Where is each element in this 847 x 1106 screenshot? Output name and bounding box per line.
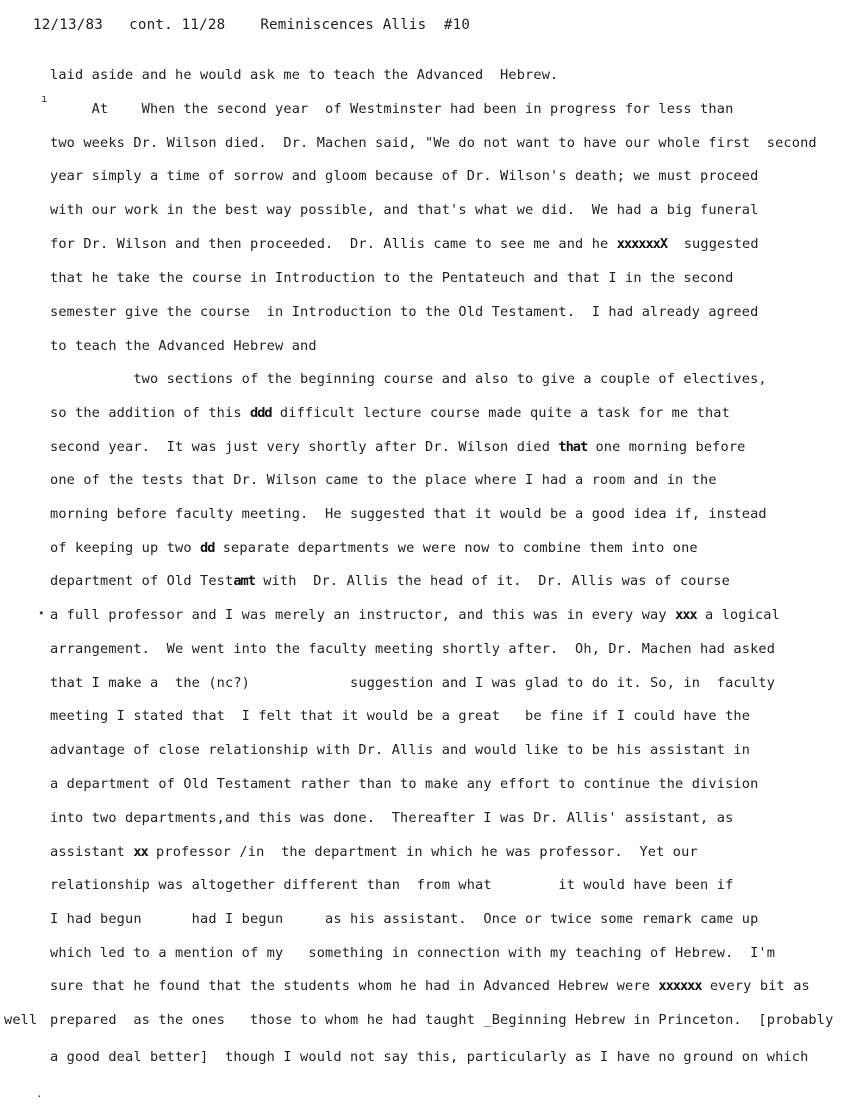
text-line-24-a: assistant bbox=[50, 844, 134, 860]
text-line-15-a: of keeping up two bbox=[50, 540, 201, 556]
text-line-29: prepared as the ones those to whom he had taught _Beginning Hebrew in Princeton. [probably bbox=[50, 1012, 834, 1028]
struck-out-text: amt bbox=[233, 573, 255, 589]
text-line-16-a: department of Old Test bbox=[50, 573, 234, 589]
text-line-25: relationship was altogether different than from what it would have been if bbox=[50, 877, 734, 893]
text-line-6-a: for Dr. Wilson and then proceeded. Dr. Allis came to see me and he bbox=[50, 236, 617, 252]
text-line-19: that I make a the (nc?) suggestion and I was glad to do it. So, in faculty bbox=[50, 675, 776, 691]
text-line-15-b: separate departments we were now to combine them into one bbox=[214, 540, 698, 556]
struck-out-text: xxx bbox=[675, 607, 697, 623]
struck-out-text: dd bbox=[200, 540, 215, 556]
text-line-3: two weeks Dr. Wilson died. Dr. Machen said, "We do not want to have our whole first second bbox=[50, 135, 817, 151]
struck-out-text: xxxxxxX bbox=[616, 236, 668, 252]
margin-mark: • bbox=[38, 607, 45, 620]
margin-mark: ı bbox=[41, 92, 48, 105]
margin-note: well bbox=[4, 1012, 38, 1028]
text-line-8: semester give the course in Introduction to the Old Testament. I had already agreed bbox=[50, 304, 759, 320]
scan-speck: · bbox=[36, 1090, 43, 1103]
text-line-5: with our work in the best way possible, and that's what we did. We had a big funeral bbox=[50, 202, 759, 218]
text-line-24-c: /in the department in which he was professor. Yet our bbox=[239, 844, 698, 860]
text-line-17 bbox=[50, 607, 780, 623]
struck-out-text: xxxxxx bbox=[658, 978, 702, 994]
text-line-11-b: difficult lecture course made quite a task for me that bbox=[271, 405, 730, 421]
header-date: 12/13/83 bbox=[33, 17, 103, 33]
text-line-16 bbox=[50, 573, 730, 589]
text-line-1: laid aside and he would ask me to teach the Advanced Hebrew. bbox=[50, 67, 559, 83]
text-line-26: I had begun had I begun as his assistant. Once or twice some remark came up bbox=[50, 911, 759, 927]
text-line-28-b: every bit as bbox=[701, 978, 810, 994]
struck-out-text: ddd bbox=[250, 405, 272, 421]
text-line-30: a good deal better] though I would not say this, particularly as I have no ground on which bbox=[50, 1049, 809, 1065]
text-line-11 bbox=[50, 405, 730, 421]
text-line-10: two sections of the beginning course and also to give a couple of electives, bbox=[50, 371, 767, 387]
header-number: #10 bbox=[443, 17, 471, 33]
text-line-12 bbox=[50, 439, 746, 455]
page-header bbox=[33, 17, 470, 33]
text-line-18: arrangement. We went into the faculty meeting shortly after. Oh, Dr. Machen had asked bbox=[50, 641, 776, 657]
text-line-13: one of the tests that Dr. Wilson came to the place where I had a room and in the bbox=[50, 472, 717, 488]
header-title: Reminiscences Allis bbox=[260, 17, 427, 33]
text-line-6 bbox=[50, 236, 759, 252]
text-line-21: advantage of close relationship with Dr. Allis and would like to be his assistant in bbox=[50, 742, 751, 758]
struck-out-text: that bbox=[558, 439, 588, 455]
text-line-16-b: with Dr. Allis the head of it. Dr. Allis was of course bbox=[254, 573, 730, 589]
text-line-14: morning before faculty meeting. He suggested that it would be a good idea if, instead bbox=[50, 506, 767, 522]
text-line-2: At When the second year of Westminster had been in progress for less than bbox=[50, 101, 734, 117]
text-line-11-a: so the addition of this bbox=[50, 405, 251, 421]
text-line-24 bbox=[50, 844, 698, 860]
text-line-24-b: professor bbox=[147, 844, 240, 860]
text-line-12-a: second year. It was just very shortly after Dr. Wilson died bbox=[50, 439, 559, 455]
struck-out-text: xx bbox=[133, 844, 148, 860]
text-line-28 bbox=[50, 978, 810, 994]
text-line-20: meeting I stated that I felt that it would be a great be fine if I could have the bbox=[50, 708, 751, 724]
text-line-9: to teach the Advanced Hebrew and bbox=[50, 338, 317, 354]
text-line-22: a department of Old Testament rather than to make any effort to continue the division bbox=[50, 776, 759, 792]
text-line-7: that he take the course in Introduction to the Pentateuch and that I in the second bbox=[50, 270, 734, 286]
header-cont: cont. 11/28 bbox=[129, 17, 226, 33]
text-line-28-a: sure that he found that the students whom he had in Advanced Hebrew were bbox=[50, 978, 659, 994]
text-line-17-a: a full professor and I was merely an instructor, and this was in every way bbox=[50, 607, 676, 623]
text-line-27: which led to a mention of my something in connection with my teaching of Hebrew. I'm bbox=[50, 945, 776, 961]
text-line-12-b: one morning before bbox=[587, 439, 746, 455]
text-line-15 bbox=[50, 540, 698, 556]
text-line-23: into two departments,and this was done. Thereafter I was Dr. Allis' assistant, as bbox=[50, 810, 734, 826]
text-line-6-b: suggested bbox=[667, 236, 759, 252]
text-line-4: year simply a time of sorrow and gloom because of Dr. Wilson's death; we must proceed bbox=[50, 168, 759, 184]
text-line-17-b: a logical bbox=[696, 607, 780, 623]
